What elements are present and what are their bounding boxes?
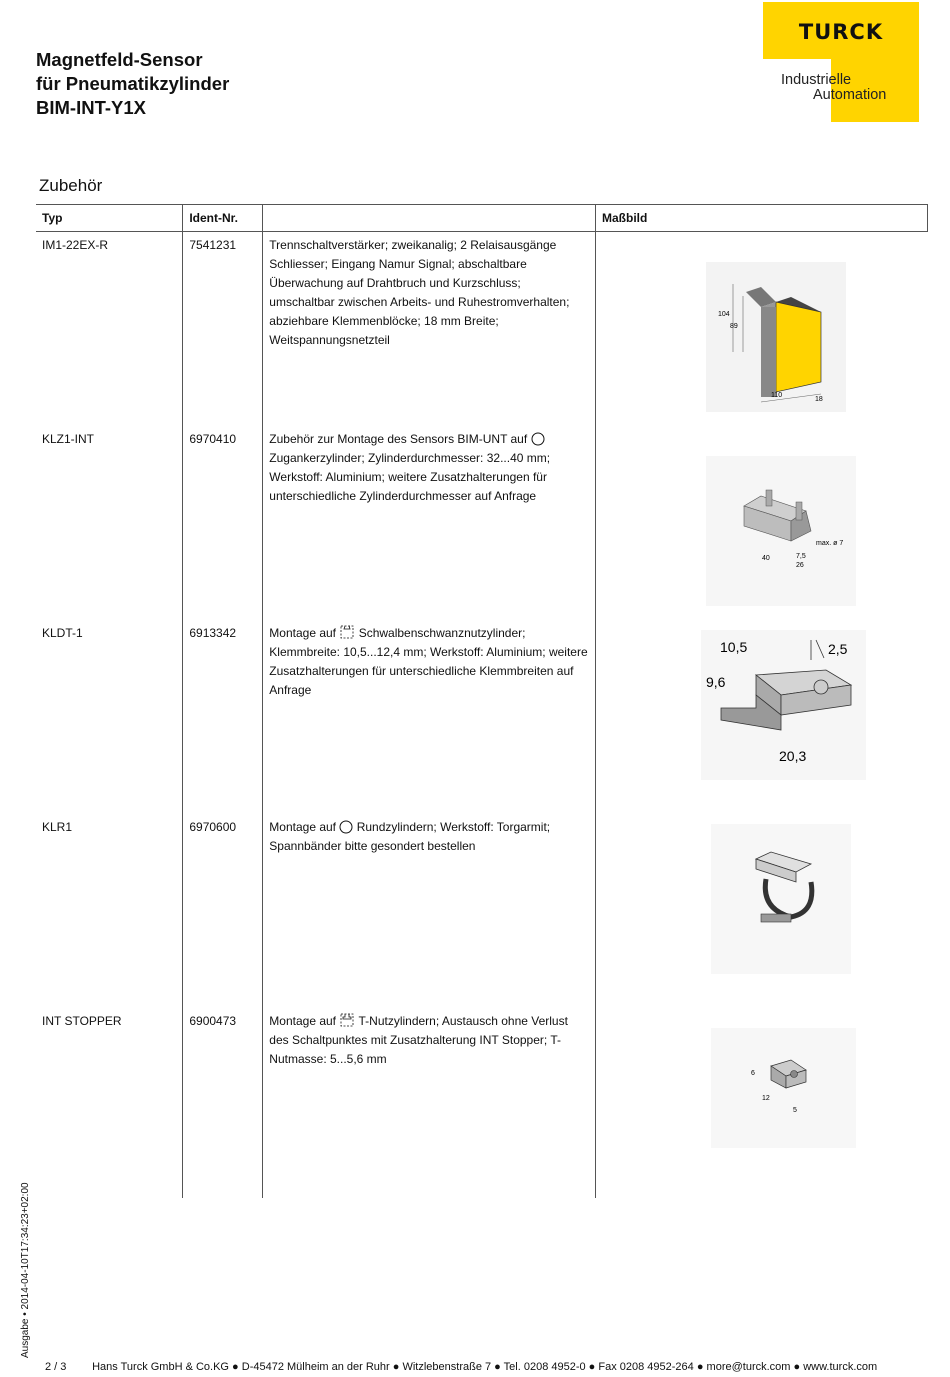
table-row bbox=[36, 426, 928, 620]
table-row bbox=[36, 232, 928, 427]
dimension-label: 89 bbox=[729, 323, 738, 330]
description-text: Trennschaltverstärker; zweikanalig; 2 Relaisausgänge Schliesser; Eingang Namur Signal; abschaltbare Überwachung auf Drahtbruch und Kurzschluss; umschaltbar zwischen Arbeits- und Ruhestromverhalten; abziehbare Klemmenblöcke; 18 mm Breite; Weitspannungsnetzteil bbox=[269, 238, 570, 347]
brand-tagline-line-1: Industrielle bbox=[781, 72, 852, 88]
dimension-label: max. ø 7 bbox=[815, 540, 844, 547]
dovetail-clamp-drawing bbox=[596, 620, 926, 808]
cell-drawing bbox=[595, 1008, 927, 1198]
dimension-label: 20,3 bbox=[778, 748, 807, 764]
cell-description bbox=[263, 620, 596, 814]
relay-module-drawing bbox=[596, 232, 926, 420]
cell-ident: 6970410 bbox=[183, 426, 263, 620]
edition-stamp: Ausgabe • 2014-04-10T17:34:23+02:00 bbox=[20, 1182, 31, 1358]
dimension-label: 40 bbox=[761, 555, 770, 562]
dimension-label: 12 bbox=[761, 1095, 770, 1102]
cell-description bbox=[263, 232, 596, 427]
cell-typ: KLR1 bbox=[42, 820, 73, 834]
cell-description bbox=[263, 1008, 596, 1198]
dimension-label: 18 bbox=[814, 396, 823, 403]
title-line-2: für Pneumatikzylinder bbox=[36, 73, 230, 94]
cell-typ: IM1-22EX-R bbox=[42, 238, 109, 252]
dimension-label: 7,5 bbox=[795, 553, 806, 560]
cell-typ: INT STOPPER bbox=[42, 1014, 122, 1028]
brand-name: TURCK bbox=[798, 20, 884, 44]
dimension-label: 10,5 bbox=[719, 639, 748, 655]
dimension-label: 5 bbox=[792, 1107, 797, 1114]
document-title bbox=[36, 48, 229, 120]
title-line-3: BIM-INT-Y1X bbox=[36, 97, 146, 118]
cell-ident: 6900473 bbox=[183, 1008, 263, 1198]
brand-tagline bbox=[781, 73, 886, 103]
circle-icon bbox=[339, 820, 353, 834]
tie-rod-bracket-drawing bbox=[596, 426, 926, 614]
dimension-label: 110 bbox=[770, 392, 783, 399]
round-cylinder-clamp-drawing bbox=[596, 814, 926, 1002]
table-header-row bbox=[36, 205, 928, 232]
cell-drawing bbox=[595, 814, 927, 1008]
cell-description bbox=[263, 426, 596, 620]
title-line-1: Magnetfeld-Sensor bbox=[36, 49, 203, 70]
description-text: Montage auf bbox=[269, 626, 337, 640]
description-text: Zugankerzylinder; Zylinderdurchmesser: 32...40 mm; Werkstoff: Aluminium; weitere Zusatzhalterungen für unterschiedliche Zylinderdurchmesser auf Anfrage bbox=[269, 451, 551, 503]
dimension-label: 104 bbox=[717, 311, 730, 318]
cell-ident: 6970600 bbox=[183, 814, 263, 1008]
dimension-label: 2,5 bbox=[827, 641, 848, 657]
cell-description bbox=[263, 814, 596, 1008]
dovetail-profile-icon bbox=[339, 624, 355, 640]
description-text: Schwalbenschwanznutzylinder; Klemmbreite: 10,5...12,4 mm; Werkstoff: Aluminium; weitere Zusatzhalterungen für unterschiedliche Klemmbreiten auf Anfrage bbox=[269, 626, 588, 697]
page-footer bbox=[45, 1361, 877, 1373]
cell-typ: KLDT-1 bbox=[42, 626, 83, 640]
table-row bbox=[36, 814, 928, 1008]
dimension-label: 9,6 bbox=[705, 674, 726, 690]
header-ident: Ident-Nr. bbox=[183, 205, 263, 232]
company-info: Hans Turck GmbH & Co.KG ● D-45472 Mülheim an der Ruhr ● Witzlebenstraße 7 ● Tel. 0208 4952-0 ● Fax 0208 4952-264 ● more@turck.com ● www.turck.com bbox=[92, 1361, 878, 1373]
cell-ident: 7541231 bbox=[183, 232, 263, 427]
turck-logo bbox=[763, 2, 919, 59]
table-row bbox=[36, 1008, 928, 1198]
accessories-table bbox=[36, 204, 928, 1198]
header-image: Maßbild bbox=[595, 205, 927, 232]
description-text: Montage auf bbox=[269, 1014, 337, 1028]
description-text: Zubehör zur Montage des Sensors BIM-UNT auf bbox=[269, 432, 528, 446]
cell-drawing bbox=[595, 232, 927, 427]
cell-drawing bbox=[595, 426, 927, 620]
description-text: Rundzylindern; Werkstoff: Torgarmit; Spannbänder bitte gesondert bestellen bbox=[269, 820, 551, 853]
header-description bbox=[263, 205, 596, 232]
cell-drawing bbox=[595, 620, 927, 814]
dimension-label: 6 bbox=[750, 1070, 755, 1077]
table-row bbox=[36, 620, 928, 814]
description-text: Montage auf bbox=[269, 820, 337, 834]
cell-typ: KLZ1-INT bbox=[42, 432, 95, 446]
t-slot-stopper-drawing bbox=[596, 1008, 926, 1192]
description-text: T-Nutzylindern; Austausch ohne Verlust des Schaltpunktes mit Zusatzhalterung INT Stopper; T-Nutmasse: 5...5,6 mm bbox=[269, 1014, 568, 1066]
cell-ident: 6913342 bbox=[183, 620, 263, 814]
circle-icon bbox=[531, 432, 545, 446]
t-slot-profile-icon bbox=[339, 1012, 355, 1028]
page-number: 2 / 3 bbox=[45, 1361, 67, 1373]
header-typ: Typ bbox=[36, 205, 183, 232]
brand-tagline-line-2: Automation bbox=[813, 87, 887, 103]
dimension-label: 26 bbox=[795, 562, 804, 569]
section-title: Zubehör bbox=[39, 176, 103, 195]
